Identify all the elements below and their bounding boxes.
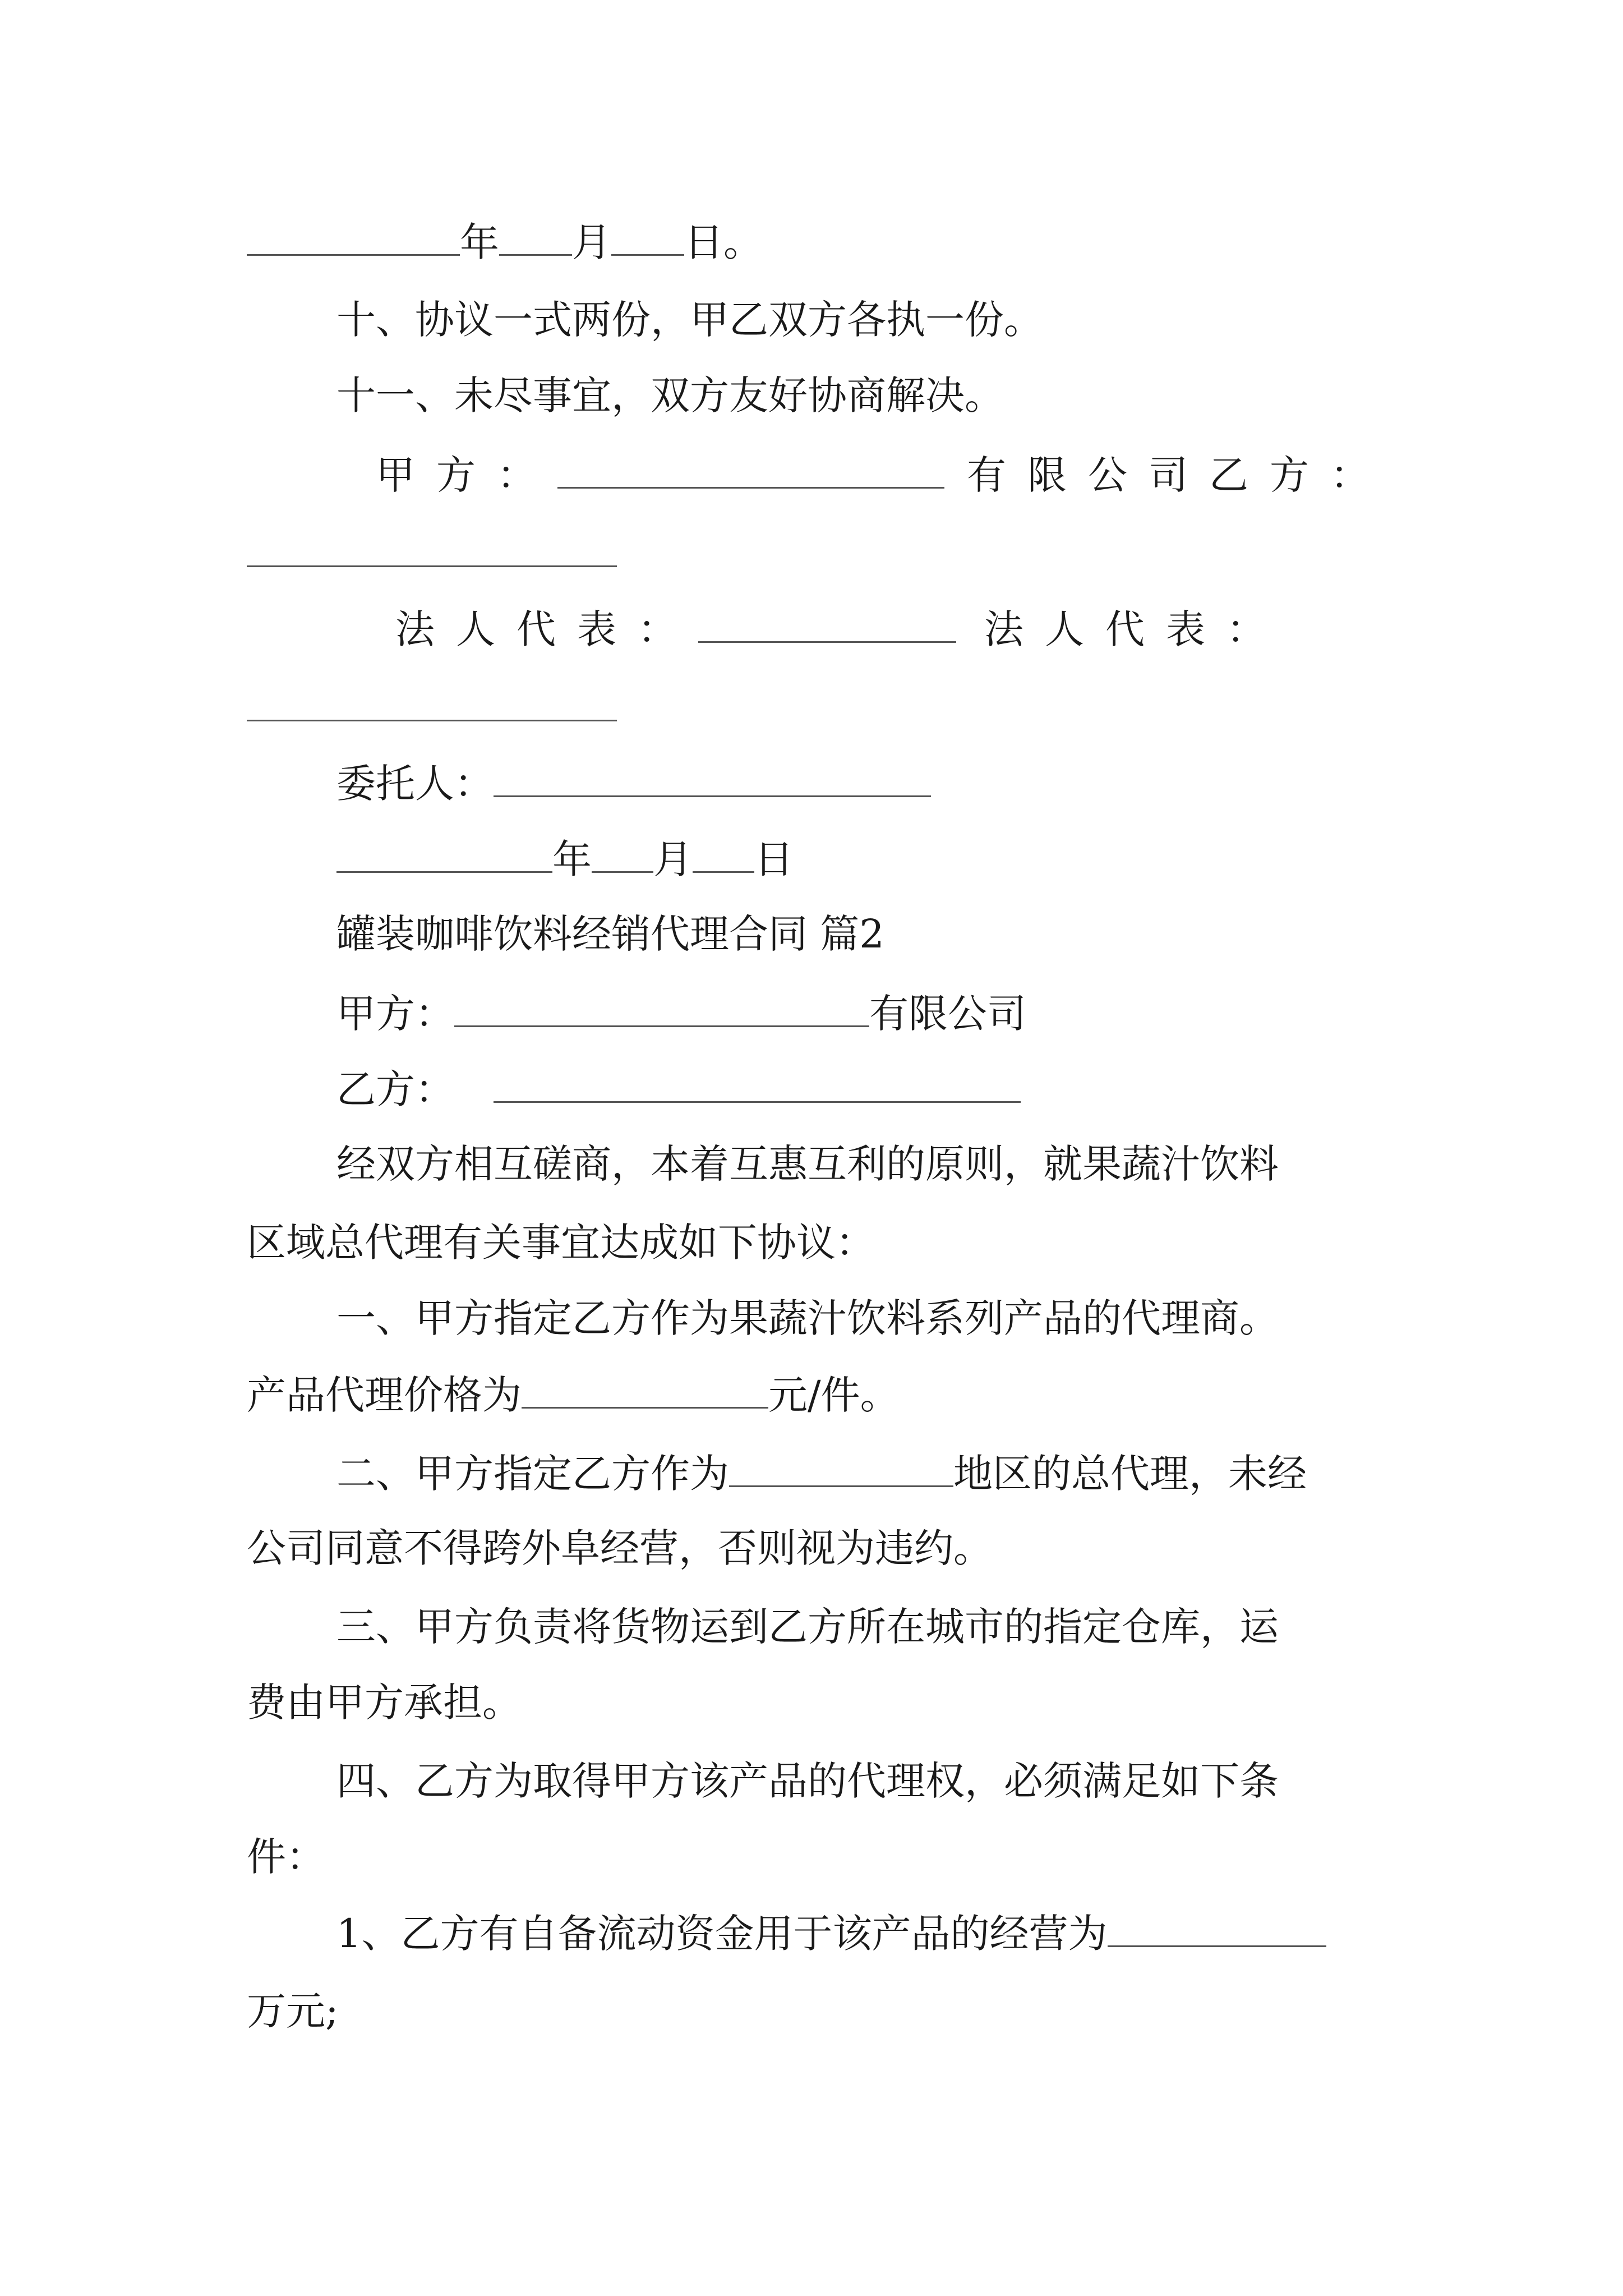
item-1-price-unit: 元/件。 [768, 1372, 900, 1418]
day-label-2: 日 [754, 836, 794, 882]
item-2-line-1 [336, 1451, 1307, 1497]
item-4-1-line-1 [336, 1911, 1326, 1957]
item-4-1-text: 1、乙方有自备流动资金用于该产品的经营为 [336, 1911, 1108, 1957]
year-blank [247, 222, 460, 256]
date-line-2 [336, 836, 794, 882]
trustee-blank [494, 763, 931, 797]
item-2-suffix: 地区的总代理，未经 [953, 1451, 1307, 1497]
party-a-suffix: 有限公司 [869, 991, 1026, 1037]
item-4-line-2: 件： [247, 1834, 325, 1880]
sig-party-a-blank [557, 454, 944, 489]
sig-party-b-blank [247, 533, 617, 567]
legal-rep-b-label: 法人代表： [984, 606, 1287, 652]
date-line-1 [247, 219, 763, 265]
item-1-price-label: 产品代理价格为 [247, 1372, 522, 1418]
party-b-blank [494, 1069, 1021, 1103]
month-label: 月 [572, 219, 611, 265]
month-blank-2 [592, 839, 653, 873]
party-a-line [336, 991, 1026, 1037]
legal-rep-b-blank-line [247, 687, 617, 728]
day-blank [611, 222, 684, 256]
clause-10: 十、协议一式两份，甲乙双方各执一份。 [336, 297, 1043, 343]
section-title: 罐装咖啡饮料经销代理合同 篇2 [336, 911, 884, 957]
day-label: 日。 [684, 219, 763, 265]
party-b-label: 乙方： [336, 1066, 454, 1112]
party-a-blank [454, 993, 869, 1027]
legal-rep-a-blank [698, 609, 956, 643]
item-4-1-line-2: 万元; [247, 1988, 339, 2034]
day-blank-2 [693, 839, 754, 873]
item-1-line-2 [247, 1372, 900, 1418]
legal-rep-line [395, 606, 1287, 652]
year-blank-2 [336, 839, 552, 873]
item-1-line-1: 一、甲方指定乙方作为果蔬汁饮料系列产品的代理商。 [336, 1295, 1279, 1341]
item-4-1-amount-blank [1108, 1913, 1326, 1947]
party-a-label: 甲方： [336, 991, 454, 1037]
trustee-label: 委托人： [336, 761, 494, 807]
sig-party-a-label: 甲方： [376, 452, 557, 498]
item-1-price-blank [522, 1374, 768, 1409]
legal-rep-b-blank [247, 687, 617, 721]
month-blank [499, 222, 572, 256]
item-3-line-1: 三、甲方负责将货物运到乙方所在城市的指定仓库，运 [336, 1604, 1279, 1650]
month-label-2: 月 [653, 836, 693, 882]
party-b-line [336, 1066, 1021, 1112]
item-2-line-2: 公司同意不得跨外阜经营，否则视为违约。 [247, 1525, 993, 1571]
item-3-line-2: 费由甲方承担。 [247, 1680, 522, 1726]
clause-11: 十一、未尽事宜，双方友好协商解决。 [336, 372, 1004, 418]
year-label-2: 年 [552, 836, 592, 882]
item-4-line-1: 四、乙方为取得甲方该产品的代理权，必须满足如下条 [336, 1758, 1279, 1804]
trustee-line [336, 761, 931, 807]
signature-party-line [376, 452, 1391, 498]
intro-line-2: 区域总代理有关事宜达成如下协议： [247, 1220, 875, 1266]
item-2-prefix: 二、甲方指定乙方作为 [336, 1451, 729, 1497]
intro-line-1: 经双方相互磋商，本着互惠互利的原则，就果蔬汁饮料 [336, 1141, 1279, 1187]
sig-company-b-label: 有限公司乙方： [967, 452, 1391, 498]
item-2-region-blank [729, 1453, 953, 1487]
year-label: 年 [460, 219, 499, 265]
sig-party-b-blank-line [247, 533, 617, 573]
legal-rep-a-label: 法人代表： [395, 606, 698, 652]
